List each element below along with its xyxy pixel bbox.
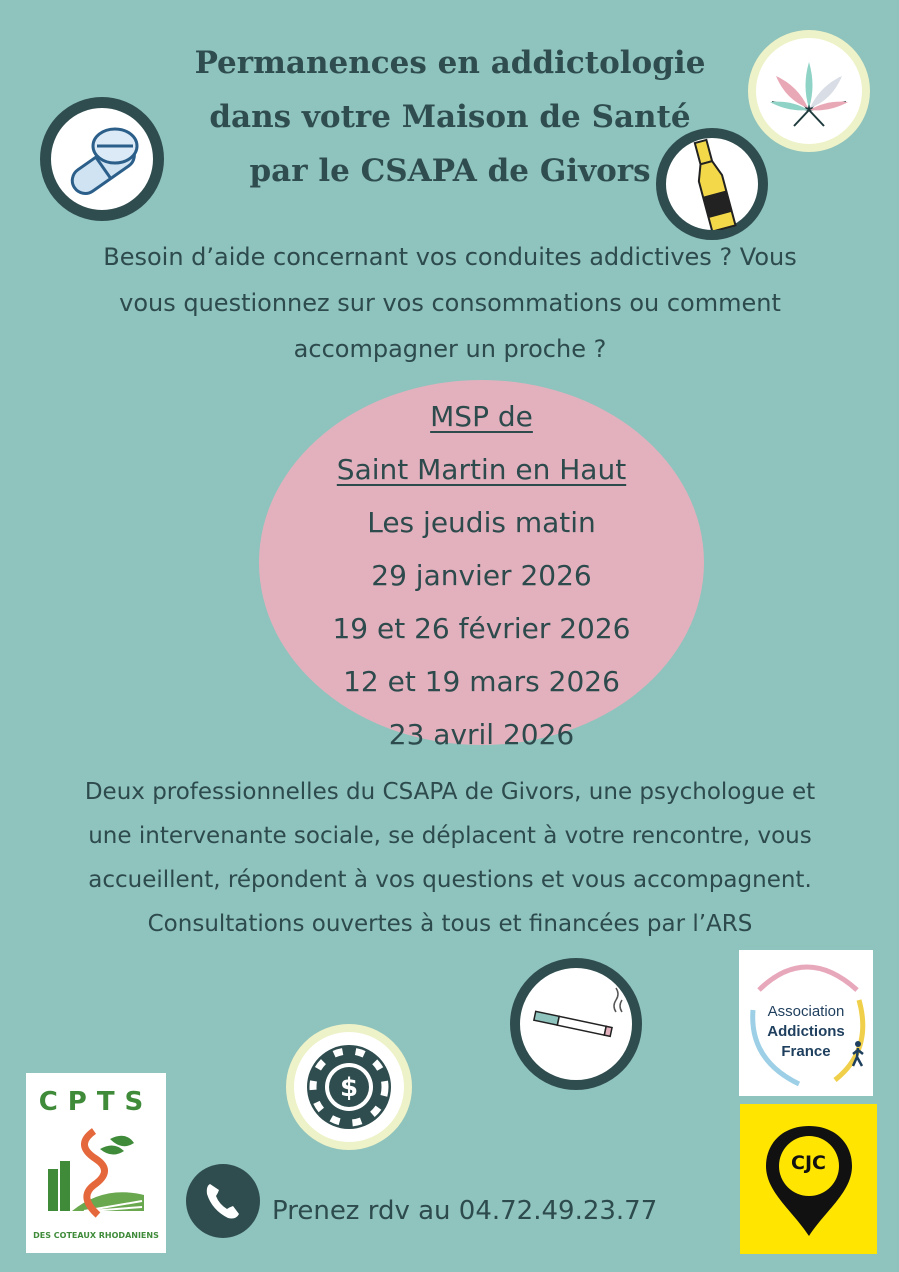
- cannabis-leaf-icon: [748, 30, 870, 152]
- cpts-logo: [26, 1073, 166, 1253]
- schedule-date: 12 et 19 mars 2026: [343, 665, 620, 698]
- title-line-2: dans votre Maison de Santé: [209, 99, 691, 135]
- aaf-line-1: Association: [767, 1003, 845, 1020]
- cjc-logo-text: CJC: [791, 1152, 826, 1174]
- title-line-3: par le CSAPA de Givors: [249, 153, 651, 189]
- schedule-date: 19 et 26 février 2026: [332, 612, 631, 645]
- cjc-logo: [740, 1104, 877, 1254]
- contact-text: Prenez rdv au 04.72.49.23.77: [272, 1196, 658, 1226]
- cigarette-icon: [510, 958, 642, 1090]
- phone-icon: [186, 1164, 260, 1238]
- place-line-2: Saint Martin en Haut: [336, 453, 627, 486]
- intro-text: [30, 234, 870, 372]
- schedule-date: 23 avril 2026: [388, 718, 575, 751]
- description-line-2: une intervenante sociale, se déplacent à votre rencontre, vous: [88, 823, 812, 849]
- walking-person-icon: [849, 1040, 867, 1068]
- intro-line-2: vous questionnez sur vos consommations ou comment: [119, 289, 781, 317]
- association-addictions-france-logo: [739, 950, 873, 1096]
- schedule-date: 29 janvier 2026: [371, 559, 592, 592]
- description-line-4: Consultations ouvertes à tous et financées par l’ARS: [147, 911, 753, 937]
- schedule: [259, 390, 704, 761]
- intro-line-3: accompagner un proche ?: [293, 335, 607, 363]
- title-line-1: Permanences en addictologie: [194, 45, 706, 81]
- intro-line-1: Besoin d’aide concernant vos conduites addictives ? Vous: [103, 243, 797, 271]
- description-text: [14, 770, 886, 946]
- cpts-logo-title: CPTS: [38, 1087, 154, 1117]
- poker-chip-icon: [286, 1024, 412, 1150]
- schedule-days: Les jeudis matin: [367, 506, 596, 539]
- place-line-1: MSP de: [430, 400, 533, 433]
- description-line-1: Deux professionnelles du CSAPA de Givors, une psychologue et: [84, 779, 816, 805]
- svg-text:$: $: [339, 1073, 359, 1103]
- description-line-3: accueillent, répondent à vos questions et vous accompagnent.: [88, 867, 812, 893]
- cpts-logo-subtitle: DES COTEAUX RHODANIENS: [33, 1231, 159, 1240]
- aaf-line-3: France: [781, 1043, 831, 1060]
- bottle-icon: [656, 128, 768, 240]
- pills-icon: [40, 97, 164, 221]
- aaf-line-2: Addictions: [767, 1023, 845, 1040]
